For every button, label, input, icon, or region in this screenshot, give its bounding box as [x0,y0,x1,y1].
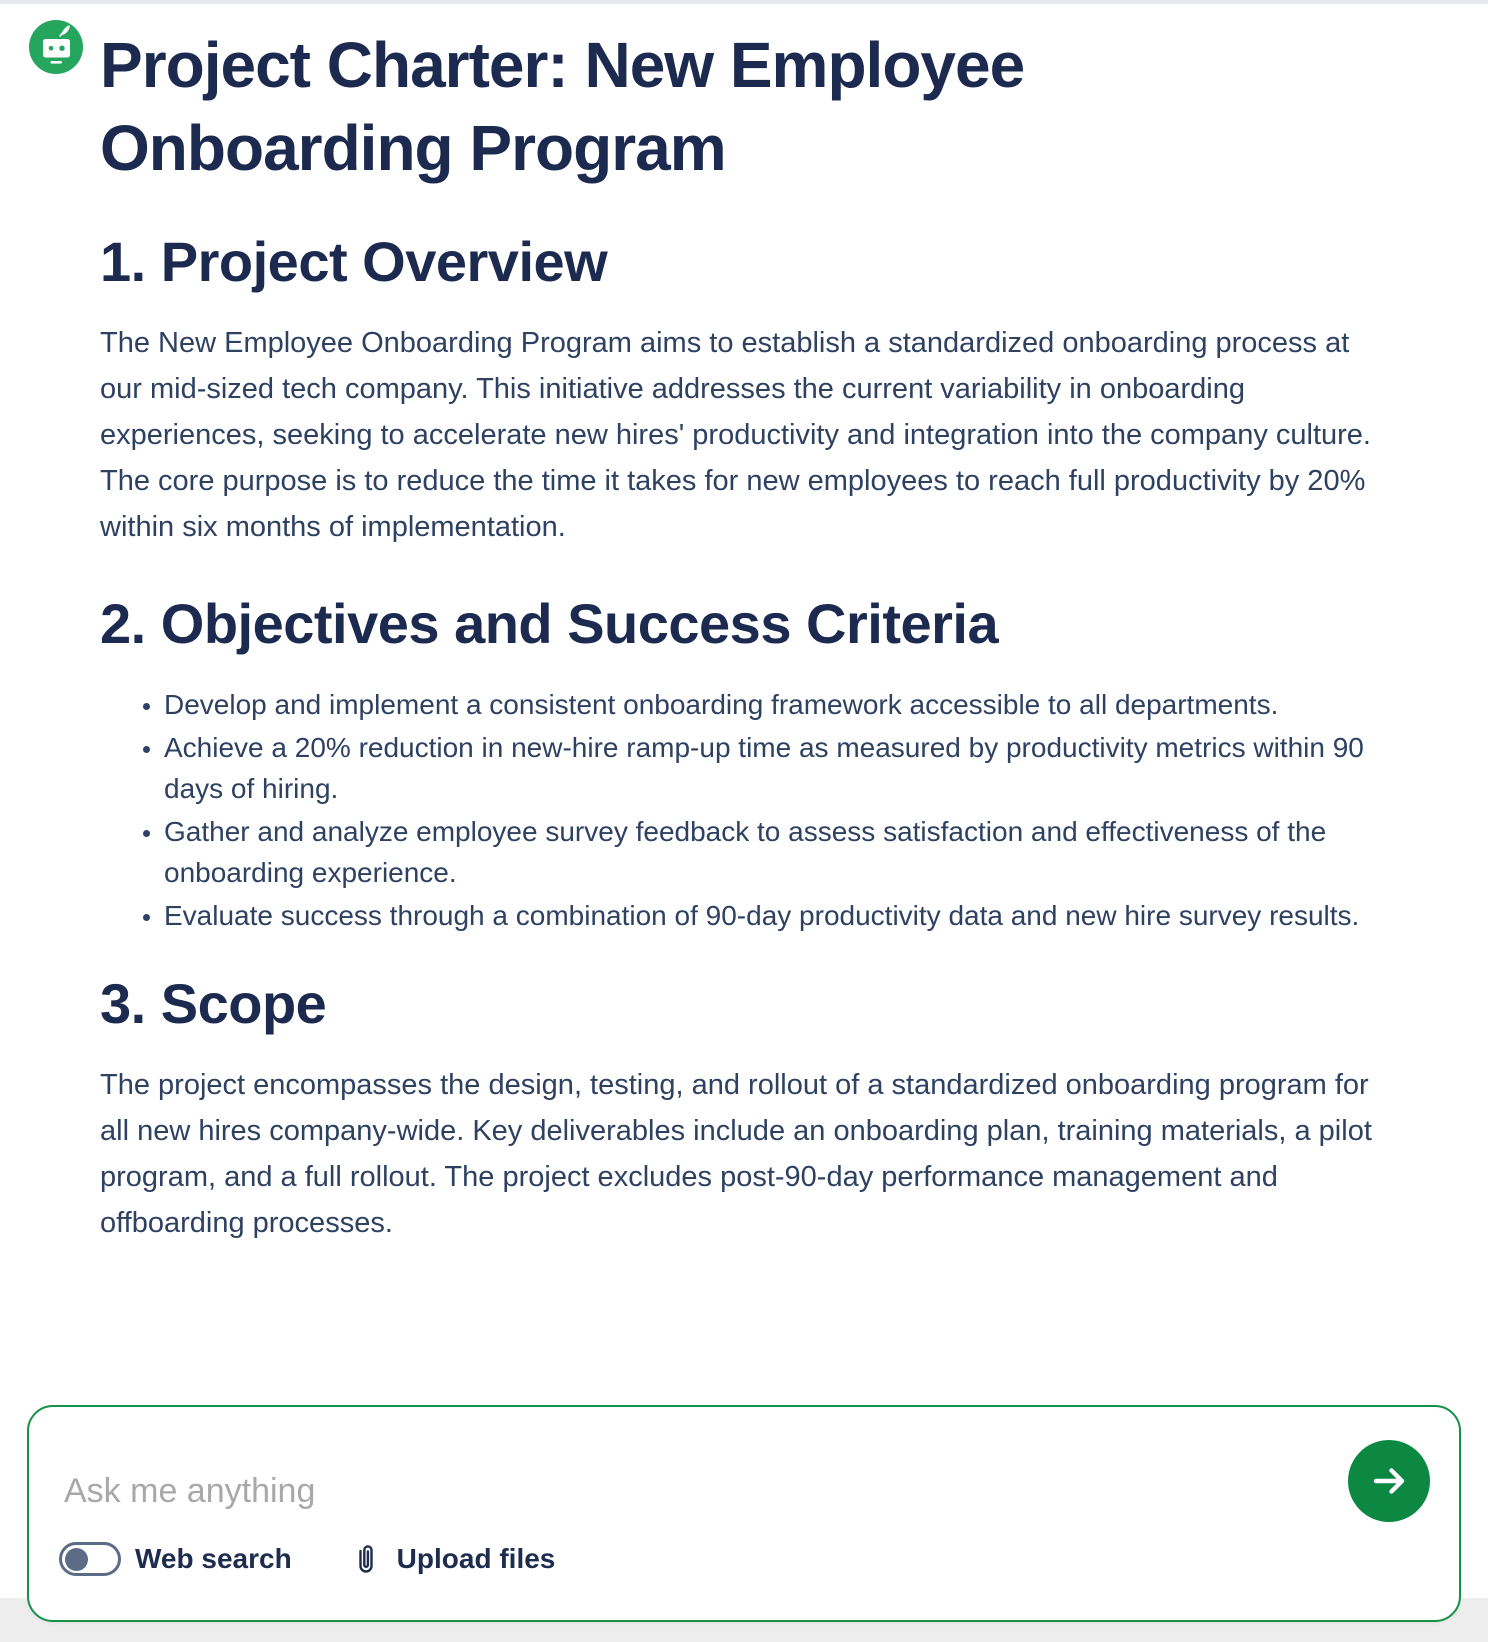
toggle-knob [65,1548,88,1571]
paperclip-icon [352,1540,380,1578]
arrow-right-icon [1368,1460,1410,1502]
chat-input[interactable] [62,1459,1312,1523]
section-project-overview [100,230,1390,550]
list-item: • Gather and analyze employee survey feedback to assess satisfaction and effectiveness of the onboarding experience. [164,811,1390,893]
section-heading-scope: 3. Scope [100,972,327,1035]
section-objectives [100,592,1390,936]
upload-files-label: Upload files [396,1543,556,1574]
chat-composer [27,1405,1461,1622]
web-search-toggle-group[interactable] [59,1542,292,1576]
objectives-list [100,684,1390,936]
top-edge-strip [0,0,1488,4]
list-item: • Develop and implement a consistent onboarding framework accessible to all departments. [164,684,1390,725]
web-search-label: Web search [135,1543,292,1574]
page-title: Project Charter: New Employee Onboarding Program [100,29,1025,184]
project-overview-paragraph: The New Employee Onboarding Program aims to establish a standardized onboarding process at our mid-sized tech company. This initiative addresses the current variability in onboarding experiences, seeking to accelerate new hires' productivity and integration into the company culture. The core purpose is to reduce the time it takes for new employees to reach full productivity by 20% within six months of implementation. [100,327,1371,543]
document-header [0,0,1488,190]
composer-actions [59,1540,555,1578]
section-scope [100,972,1390,1246]
section-heading-project-overview: 1. Project Overview [100,230,608,293]
send-button[interactable] [1348,1440,1430,1522]
web-search-toggle[interactable] [59,1542,121,1576]
assistant-robot-icon [29,20,83,74]
list-item: • Evaluate success through a combination of 90-day productivity data and new hire survey results. [164,895,1390,936]
document-body [0,230,1488,1246]
upload-files-button[interactable] [352,1540,556,1578]
scope-paragraph: The project encompasses the design, testing, and rollout of a standardized onboarding program for all new hires company-wide. Key deliverables include an onboarding plan, training materials, a pilot program, and a full rollout. The project excludes post-90-day performance management and offboarding processes. [100,1069,1372,1239]
section-heading-objectives: 2. Objectives and Success Criteria [100,592,999,655]
list-item: • Achieve a 20% reduction in new-hire ramp-up time as measured by productivity metrics within 90 days of hiring. [164,727,1390,809]
